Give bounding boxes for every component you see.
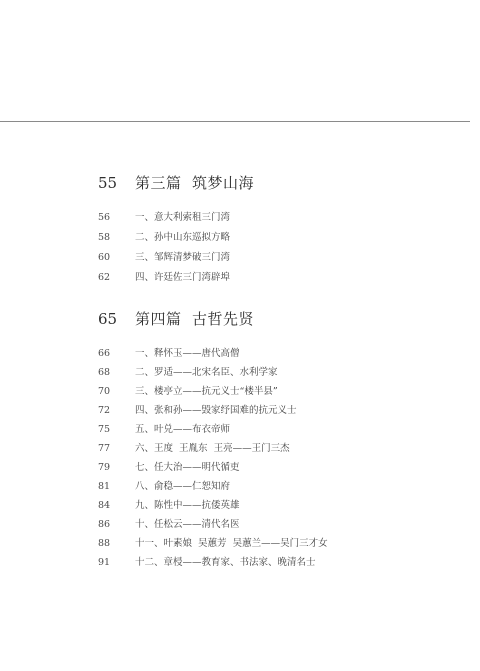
toc-entry-title: 二、孙中山东巡拟方略 [135,232,231,243]
toc-entry-page: 56 [98,212,111,223]
toc-entry-page: 72 [98,405,111,416]
toc-entry-page: 66 [98,348,111,359]
toc-entry-title: 三、邹辉清梦破三门湾 [135,252,231,263]
toc-entry [0,498,480,514]
toc-entry [0,479,480,495]
toc-entry [0,250,480,266]
toc-entry-title: 十一、叶素娘 吴蕙芳 吴蕙兰——吴门三才女 [135,538,328,549]
toc-entry [0,555,480,571]
toc-entry [0,460,480,476]
toc-entry-page: 62 [98,272,111,283]
toc-entry-title: 八、俞稳——仁恕知府 [135,481,231,492]
toc-entry [0,365,480,381]
toc-entry-title: 九、陈性中——抗倭英雄 [135,500,240,511]
toc-entry [0,422,480,438]
toc-entry-page: 88 [98,538,111,549]
toc-entry-title: 十、任松云——清代名医 [135,519,240,530]
toc-entry [0,517,480,533]
toc-entry [0,270,480,286]
toc-entry-title: 五、叶兑——布衣帝师 [135,424,231,435]
toc-entry-title: 一、释怀玉——唐代高僧 [135,348,240,359]
toc-entry-page: 58 [98,232,111,243]
toc-entry-title: 十二、章梫——教育家、书法家、晚清名士 [135,557,316,568]
toc-entry-page: 86 [98,519,111,530]
toc-entry [0,403,480,419]
toc-entry-page: 79 [98,462,111,473]
toc-entry-title: 七、任大治——明代循吏 [135,462,240,473]
toc-entry-title: 六、王度 王胤东 王亮——王门三杰 [135,443,290,454]
toc-entry-title: 四、张和孙——毁家纾国难的抗元义士 [135,405,297,416]
toc-entry [0,536,480,552]
toc-entry-page: 77 [98,443,111,454]
toc-entry [0,230,480,246]
toc-entry-page: 81 [98,481,111,492]
toc-entry-page: 60 [98,252,111,263]
toc-entry [0,210,480,226]
section-page-number: 65 [98,310,118,328]
toc-entry-page: 75 [98,424,111,435]
toc-entry-title: 三、楼亭立——抗元义士“楼半县” [135,386,278,397]
toc-entry [0,384,480,400]
toc-entry-page: 68 [98,367,111,378]
header-rule [0,121,470,122]
toc-entry-title: 四、许廷佐三门湾辟埠 [135,272,231,283]
section-title: 第四篇 古哲先贤 [135,310,255,328]
toc-entry [0,346,480,362]
toc-entry-page: 70 [98,386,111,397]
section-title: 第三篇 筑梦山海 [135,174,255,192]
toc-entry-page: 91 [98,557,111,568]
section-heading [0,308,480,330]
toc-entry-title: 一、意大利索租三门湾 [135,212,231,223]
toc-entry-page: 84 [98,500,111,511]
section-heading [0,172,480,194]
section-page-number: 55 [98,174,118,192]
toc-entry-title: 二、罗适——北宋名臣、水利学家 [135,367,278,378]
toc-entry [0,441,480,457]
